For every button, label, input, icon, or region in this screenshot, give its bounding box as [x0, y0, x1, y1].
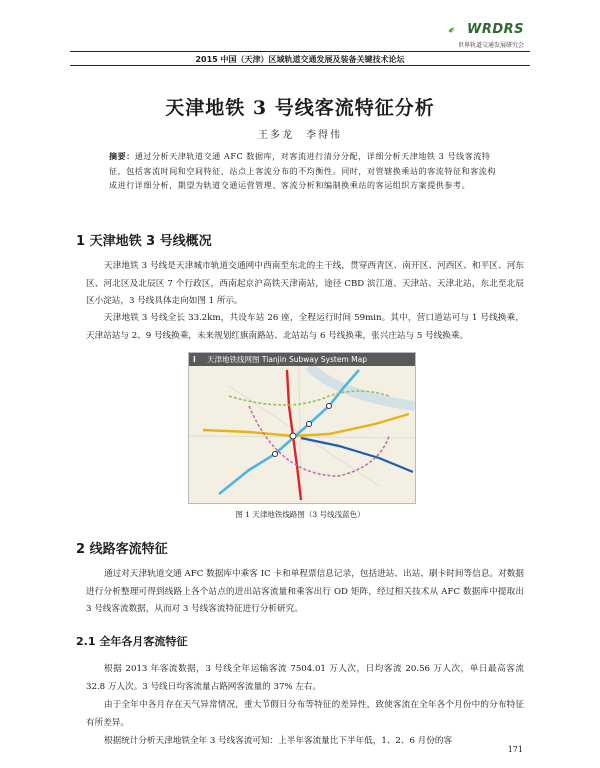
section-2-1-paragraph-1: 根据 2013 年客流数据，3 号线全年运输客流 7504.01 万人次，日均客流 20.56 万人次，单日最高客流 32.8 万人次。3 号线日均客流量占路网客流量的 37% 左右。: [86, 664, 524, 692]
section-2-1-paragraph-3: 根据统计分析天津地铁全年 3 号线客流可知：上半年客流量比下半年低，1、2、6 月份的客: [104, 736, 453, 746]
paper-title: 天津地铁 3 号线客流特征分析: [165, 97, 435, 119]
section-2-heading: 2 线路客流特征: [76, 542, 168, 557]
interchange-station: [290, 433, 296, 439]
conference-title: 2015 中国（天津）区域轨道交通发展及装备关键技术论坛: [195, 55, 405, 64]
interchange-station: [307, 422, 312, 427]
subway-map-figure: [188, 352, 416, 504]
paper-authors: 王多龙 李得伟: [258, 130, 342, 141]
section-1-heading: 1 天津地铁 3 号线概况: [76, 234, 212, 249]
subway-map-image: [189, 366, 415, 503]
map-banner-text: 天津地铁线网图 Tianjin Subway System Map: [207, 355, 367, 364]
info-icon: i: [193, 355, 196, 364]
abstract-label: 摘要：: [109, 152, 135, 161]
section-1-paragraph-2: 天津地铁 3 号线全长 33.2km，共设车站 26 座，全程运行时间 59min。其中，营口道站可与 1 号线换乘，天津站站与 2、9 号线换乘，未来规划红旗南路站、北站站与 6 号线换乘，张兴庄站与 5 号线换乘。: [86, 313, 524, 341]
section-2-1-paragraph-2: 由于全年中各月存在天气异常情况，重大节假日分布等特征的差异性，致使客流在全年各个月份中的分布特征有所差异。: [86, 700, 524, 728]
header-rule-bottom: [70, 65, 530, 66]
page-number: 171: [507, 745, 523, 754]
interchange-station: [327, 404, 332, 409]
interchange-station: [273, 452, 278, 457]
header-rule-top: [70, 51, 530, 52]
figure-1-caption: 图 1 天津地铁线路图（3 号线浅蓝色）: [235, 510, 365, 519]
section-2-paragraph-1: 通过对天津轨道交通 AFC 数据库中乘客 IC 卡和单程票信息记录，包括进站、出站、刷卡时间等信息。对数据进行分析整理可得到线路上各个站点的进出站客流量和乘客出行 OD 矩阵，经过相关技术从 AFC 数据库中提取出 3 号线客流数据，从而对 3 号线客流特征进行分析研究。: [86, 569, 524, 615]
logo-subtitle: 世界轨道交通发展研究会: [457, 42, 524, 49]
section-2-1-heading: 2.1 全年各月客流特征: [76, 635, 188, 648]
abstract: [109, 150, 501, 194]
section-1-paragraph-1: 天津地铁 3 号线是天津城市轨道交通网中西南至东北的主干线，贯穿西青区、南开区、河西区、和平区、河东区、河北区及北辰区 7 个行政区，西南起京沪高铁天津南站，途径 CBD 滨江道、天津站、天津北站，东北至北辰区小淀站，3 号线具体走向如图 1 所示。: [86, 261, 524, 307]
logo-text: WRDRS: [466, 22, 524, 37]
abstract-text: 通过分析天津轨道交通 AFC 数据库，对客流进行清分分配，详细分析天津地铁 3 号线客流特征，包括客流时间和空间特征、站点上客流分布的不均衡性。同时，对管辖换乘站的客流特征和客流构成进行详细分析，期望为轨道交通运营管理、客流分析和编制换乘站的客运组织方案提供参考。: [109, 152, 496, 190]
